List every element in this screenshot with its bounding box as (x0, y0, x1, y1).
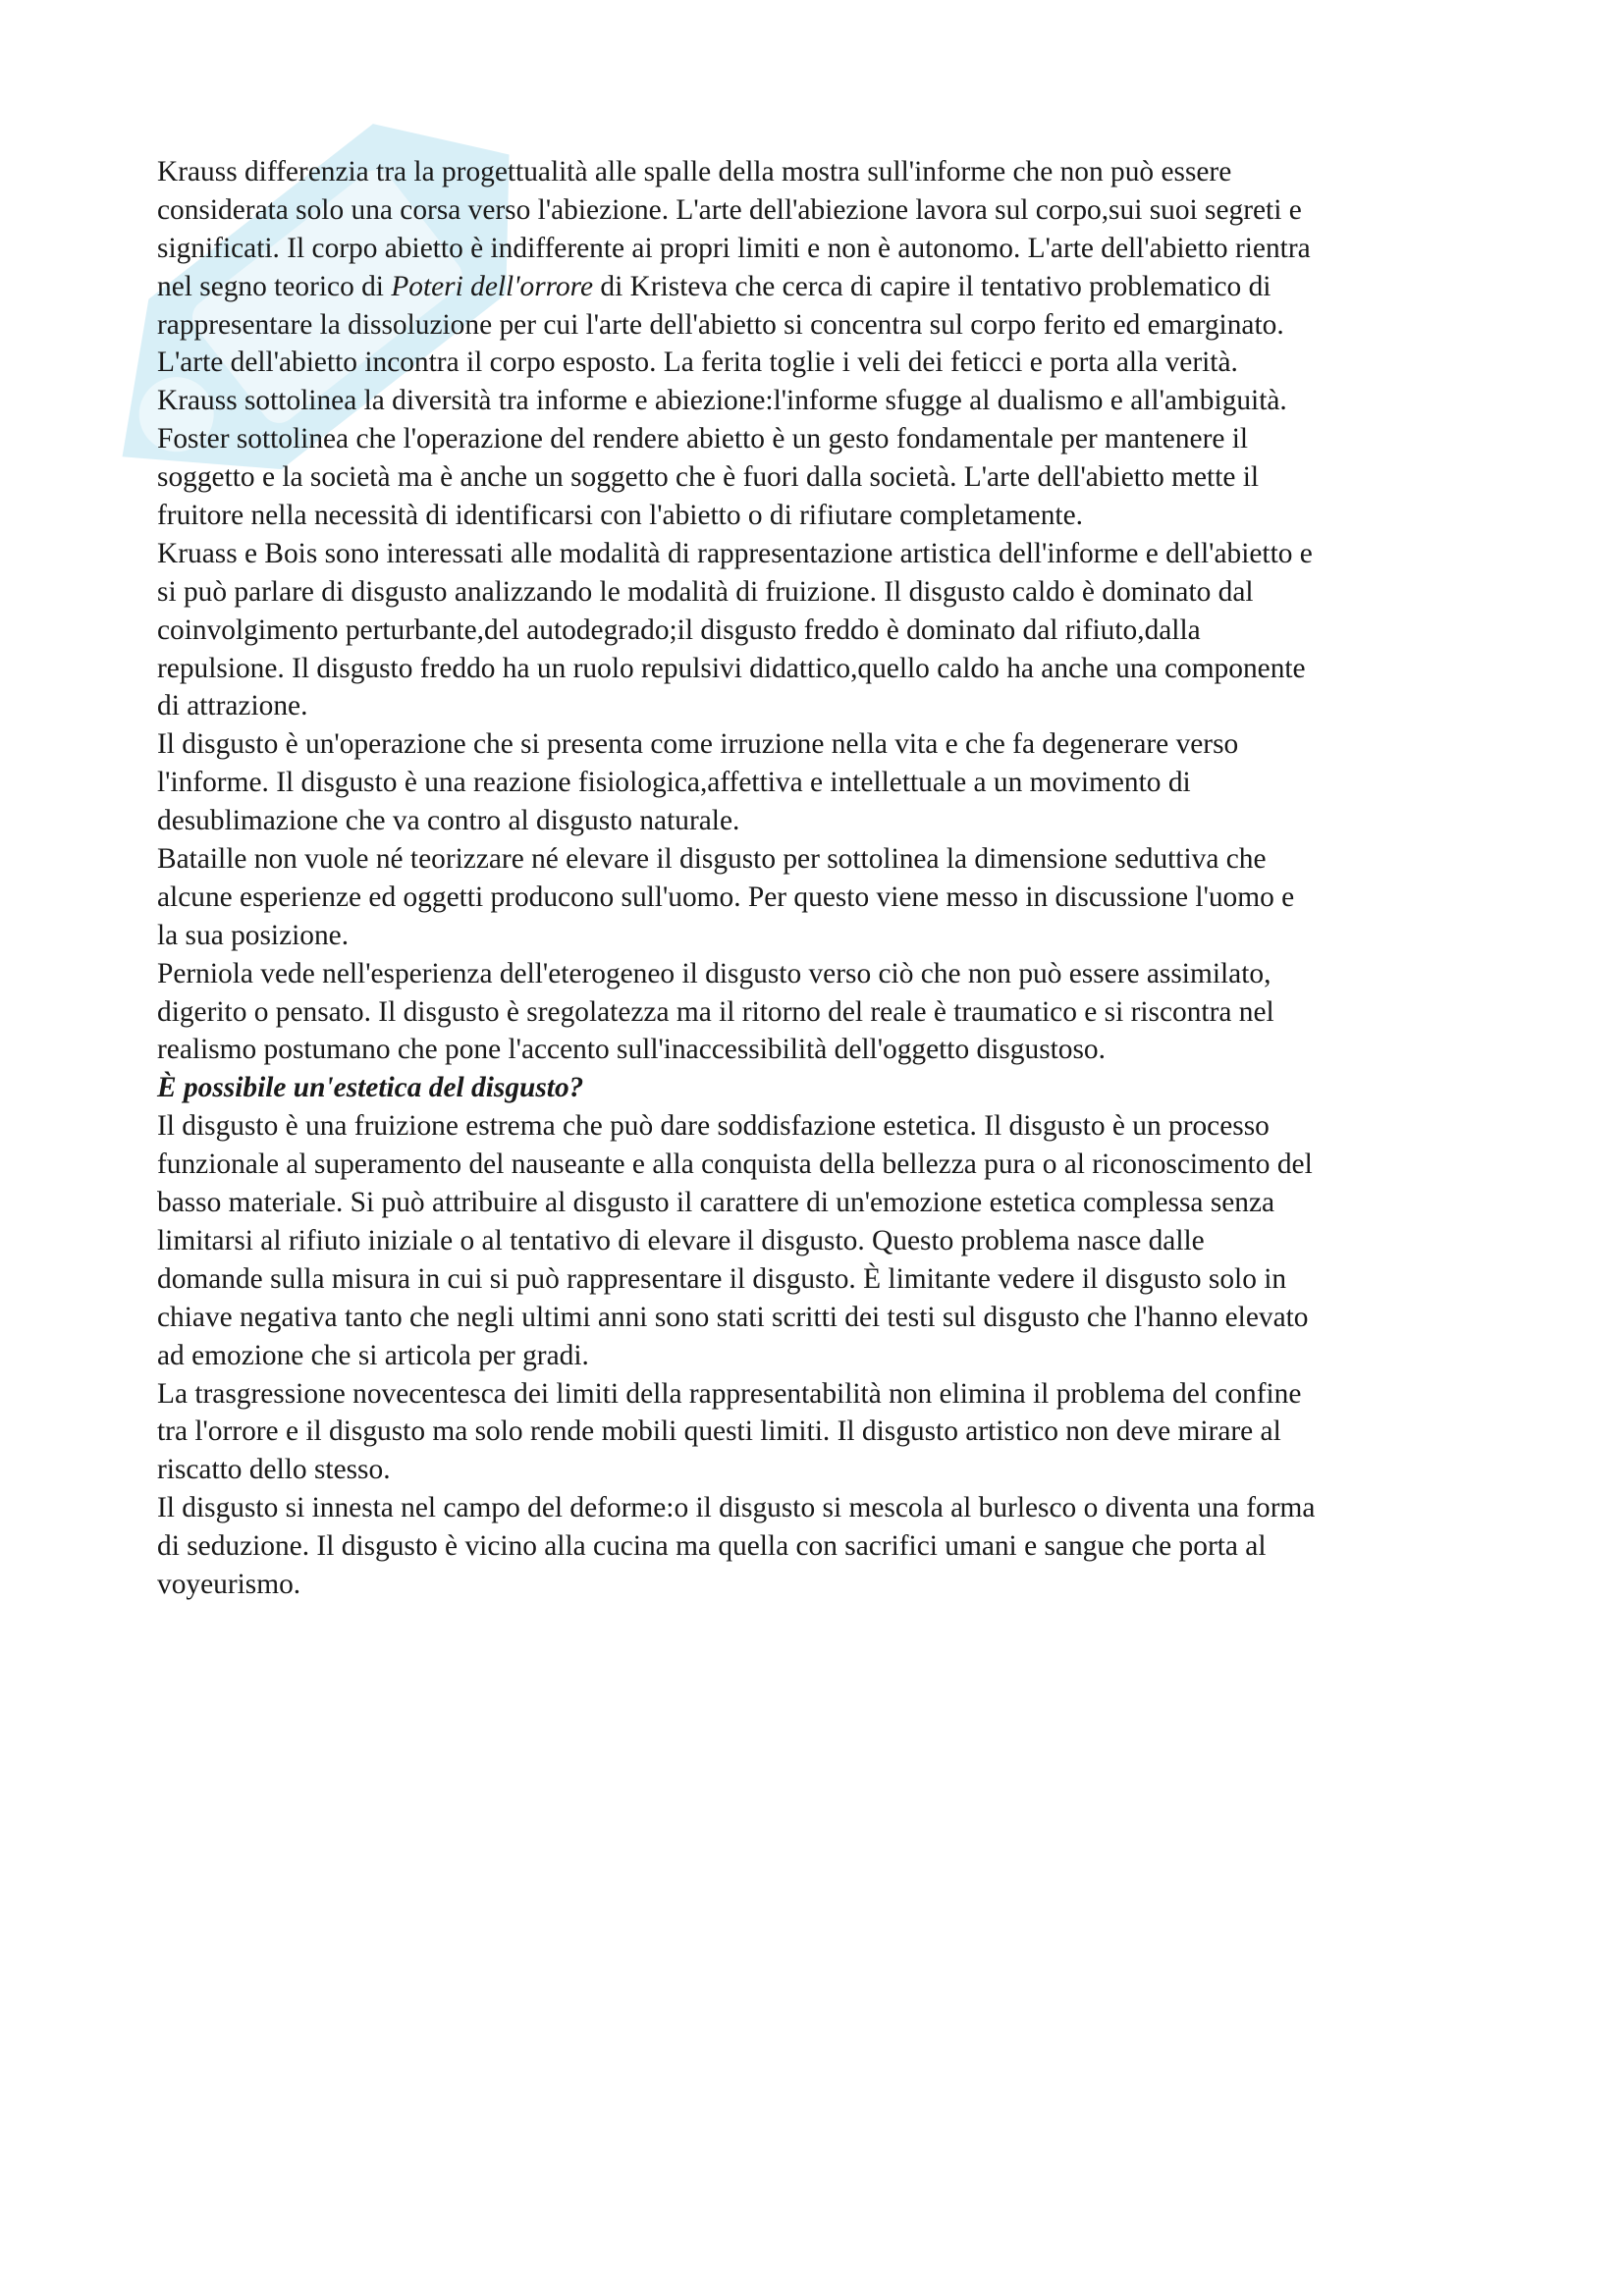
text-segment: Foster sottolinea che l'operazione del rendere abietto è un gesto fondamentale per mantenere il (157, 423, 1249, 455)
text-line (157, 344, 1483, 382)
document-body (157, 153, 1483, 1604)
text-line (157, 458, 1483, 497)
text-segment: nel segno teorico di (157, 270, 392, 302)
text-segment: ad emozione che si articola per gradi. (157, 1339, 589, 1371)
text-segment: limitarsi al rifiuto iniziale o al tentativo di elevare il disgusto. Questo problema nasce dalle (157, 1224, 1205, 1256)
text-segment: significati. Il corpo abietto è indifferente ai propri limiti e non è autonomo. L'arte dell'abietto rientra (157, 232, 1311, 264)
text-line (157, 1222, 1483, 1260)
text-segment: soggetto e la società ma è anche un soggetto che è fuori dalla società. L'arte dell'abietto mette il (157, 461, 1260, 494)
text-segment: La trasgressione novecentesca dei limiti della rappresentabilità non elimina il problema del confine (157, 1377, 1302, 1410)
text-segment: Krauss differenzia tra la progettualità alle spalle della mostra sull'informe che non può essere (157, 156, 1232, 187)
text-line (157, 1527, 1483, 1566)
text-line (157, 153, 1483, 191)
text-segment: coinvolgimento perturbante,del autodegrado;il disgusto freddo è dominato dal rifiuto,dalla (157, 614, 1201, 646)
text-line (157, 1260, 1483, 1299)
text-segment: considerata solo una corsa verso l'abiezione. L'arte dell'abiezione lavora sul corpo,sui suoi segreti e (157, 193, 1302, 226)
text-segment: Il disgusto si innesta nel campo del deforme:o il disgusto si mescola al burlesco o diventa una forma (157, 1492, 1316, 1524)
text-segment: chiave negativa tanto che negli ultimi anni sono stati scritti dei testi sul disgusto che l'hanno elevato (157, 1301, 1309, 1333)
text-line (157, 687, 1483, 725)
text-segment: Krauss sottolinea la diversità tra informe e abiezione:l'informe sfugge al dualismo e all'ambiguità. (157, 385, 1287, 417)
text-line (157, 1375, 1483, 1414)
text-line (157, 612, 1483, 650)
text-line (157, 268, 1483, 306)
text-segment: la sua posizione. (157, 919, 350, 951)
text-line (157, 993, 1483, 1032)
text-segment: Bataille non vuole né teorizzare né elevare il disgusto per sottolinea la dimensione seduttiva che (157, 843, 1267, 876)
text-line (157, 1489, 1483, 1527)
text-line (157, 802, 1483, 840)
text-line (157, 382, 1483, 420)
text-segment: Kruass e Bois sono interessati alle modalità di rappresentazione artistica dell'informe e dell'abietto e (157, 537, 1313, 569)
text-line (157, 306, 1483, 345)
text-segment: desublimazione che va contro al disgusto naturale. (157, 805, 740, 837)
text-line (157, 573, 1483, 612)
text-segment: È possibile un'estetica del disgusto? (157, 1072, 584, 1104)
text-line (157, 420, 1483, 458)
text-segment: Il disgusto è una fruizione estrema che può dare soddisfazione estetica. Il disgusto è un processo (157, 1110, 1270, 1143)
text-segment: rappresentare la dissoluzione per cui l'arte dell'abietto si concentra sul corpo ferito ed emarginato. (157, 308, 1284, 341)
text-line (157, 1146, 1483, 1184)
text-line (157, 725, 1483, 764)
text-segment: domande sulla misura in cui si può rappresentare il disgusto. È limitante vedere il disgusto solo in (157, 1262, 1287, 1295)
text-segment: di attrazione. (157, 690, 308, 722)
text-segment: riscatto dello stesso. (157, 1454, 391, 1486)
text-line (157, 840, 1483, 879)
text-segment: basso materiale. Si può attribuire al disgusto il carattere di un'emozione estetica complessa senza (157, 1187, 1275, 1219)
text-segment: tra l'orrore e il disgusto ma solo rende mobili questi limiti. Il disgusto artistico non deve mirare al (157, 1415, 1281, 1448)
text-line (157, 1413, 1483, 1451)
text-line (157, 1299, 1483, 1337)
text-line (157, 917, 1483, 955)
text-line (157, 1451, 1483, 1489)
text-line (157, 230, 1483, 268)
text-line (157, 1184, 1483, 1222)
text-line (157, 535, 1483, 573)
text-segment: Perniola vede nell'esperienza dell'eterogeneo il disgusto verso ciò che non può essere assimilato, (157, 957, 1271, 989)
italic-title: Poteri dell'orrore (391, 270, 594, 302)
text-segment: di Kristeva che cerca di capire il tentativo problematico di (593, 270, 1271, 302)
text-segment: l'informe. Il disgusto è una reazione fisiologica,affettiva e intellettuale a un movimento di (157, 767, 1191, 799)
text-segment: di seduzione. Il disgusto è vicino alla cucina ma quella con sacrifici umani e sangue che porta al (157, 1530, 1267, 1563)
text-segment: repulsione. Il disgusto freddo ha un ruolo repulsivi didattico,quello caldo ha anche una componente (157, 652, 1306, 684)
text-line (157, 650, 1483, 688)
text-segment: fruitore nella necessità di identificarsi con l'abietto o di rifiutare completamente. (157, 500, 1083, 532)
text-line (157, 879, 1483, 917)
text-segment: digerito o pensato. Il disgusto è sregolatezza ma il ritorno del reale è traumatico e si riscontra nel (157, 995, 1274, 1028)
text-segment: Il disgusto è un'operazione che si presenta come irruzione nella vita e che fa degenerare verso (157, 728, 1239, 761)
text-segment: L'arte dell'abietto incontra il corpo esposto. La ferita toglie i veli dei feticci e porta alla verità. (157, 347, 1238, 379)
text-line (157, 191, 1483, 230)
text-line (157, 955, 1483, 993)
text-line (157, 1566, 1483, 1604)
text-line (157, 1107, 1483, 1146)
text-segment: funzionale al superamento del nauseante e alla conquista della bellezza pura o al riconoscimento del (157, 1148, 1313, 1181)
text-segment: si può parlare di disgusto analizzando le modalità di fruizione. Il disgusto caldo è dominato dal (157, 575, 1254, 608)
text-line (157, 497, 1483, 535)
text-line (157, 1337, 1483, 1375)
text-segment: voyeurismo. (157, 1568, 301, 1600)
text-line (157, 764, 1483, 802)
text-segment: realismo postumano che pone l'accento sull'inaccessibilità dell'oggetto disgustoso. (157, 1034, 1106, 1066)
section-heading (157, 1069, 1483, 1107)
text-line (157, 1031, 1483, 1069)
text-segment: alcune esperienze ed oggetti producono sull'uomo. Per questo viene messo in discussione l'uomo e (157, 881, 1295, 913)
